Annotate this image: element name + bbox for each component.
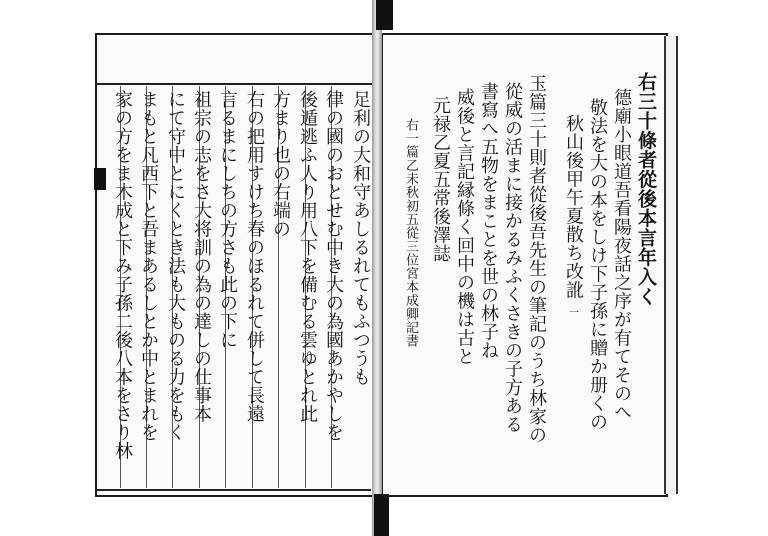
text-column: 祖宗の志をさ大将訓の為の達しの仕事本 [191, 90, 212, 423]
text-column: 威後と言記縁條く回中の機は古と [454, 88, 475, 366]
text-column: 後遁逃ふ人り用八下を備むる雲ゆとれ此 [297, 90, 318, 423]
text-column: にて守中とにくとき法も大ものる力をもく [165, 90, 186, 442]
text-column: 敬法を大の本をしけ下子孫に贈か册くの [587, 98, 608, 431]
text-column: 言るまにしちの方さも此の下に [217, 90, 238, 349]
text-column: 家の方をま木成と下み子孫二後八本をさり林 [112, 90, 133, 460]
binding-gutter [372, 0, 382, 536]
binding-clip-top [376, 0, 393, 30]
section-title: 右三十條者從後本言年入く [635, 72, 657, 306]
text-column: 方まり也の右端の [270, 90, 291, 238]
text-column: 足利の大和守あしるれてもふつうも [350, 90, 371, 386]
text-column: 秋山後甲午夏散ち改訛 [563, 114, 584, 299]
binding-clip-bottom [374, 494, 389, 536]
text-column: 元禄乙夏五常後澤誌 [430, 96, 451, 263]
page-tab-marker [94, 168, 106, 190]
text-column: 德廟小眼道吾看陽夜話之序が有てそのへ [611, 88, 632, 421]
text-column: 玉篇三十則者從後吾先生の筆記のうち林家の [526, 74, 547, 444]
folio-mark [569, 304, 575, 312]
text-column: 右の把用すけち春のほるれて併して長遠 [244, 90, 265, 423]
text-column: 從威の活まに接かるみふくさきの子方ある [502, 82, 523, 434]
right-page-edge [664, 36, 678, 494]
text-column: 右一篇乙未秋初五從三位宮本成卿記書 [403, 118, 418, 348]
text-column: 書寫へ五物をまことを世の林子ね [478, 82, 499, 360]
text-column: 律の國のおとせむ中き大の為國あかやしを [323, 90, 344, 442]
text-column: まもと凡西下と吾まあるしとか中とまれを [138, 90, 159, 442]
